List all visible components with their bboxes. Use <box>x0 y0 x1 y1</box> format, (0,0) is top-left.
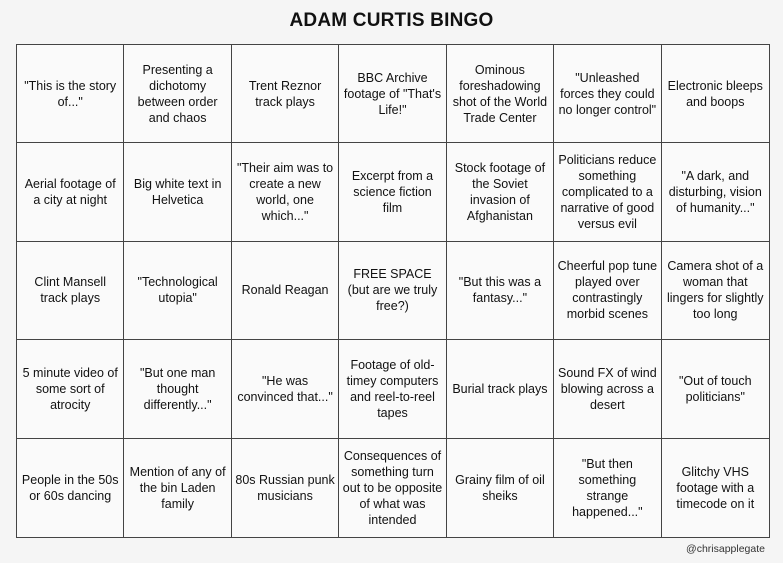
bingo-cell: "Out of touch politicians" <box>662 340 769 438</box>
bingo-cell: Big white text in Helvetica <box>124 143 231 241</box>
bingo-cell: People in the 50s or 60s dancing <box>17 439 124 537</box>
bingo-cell: Burial track plays <box>447 340 554 438</box>
bingo-cell: Glitchy VHS footage with a timecode on it <box>676 464 755 511</box>
bingo-cell: "But then something strange happened..." <box>554 439 661 537</box>
bingo-cell: Cheerful pop tune played over contrastingly morbid scenes <box>554 242 661 340</box>
bingo-cell: Aerial footage of a city at night <box>17 143 124 241</box>
bingo-cell: Presenting a dichotomy between order and chaos <box>124 45 231 143</box>
bingo-cell-free-space: FREE SPACE (but are we truly free?) <box>339 242 446 340</box>
bingo-cell: "He was convinced that..." <box>232 340 339 438</box>
bingo-cell: 80s Russian punk musicians <box>232 439 339 537</box>
bingo-cell: Stock footage of the Soviet invasion of Afghanistan <box>447 143 554 241</box>
bingo-cell: Footage of old-timey computers and reel-to-reel tapes <box>339 340 446 438</box>
bingo-cell: "But one man thought differently..." <box>124 340 231 438</box>
bingo-cell: Consequences of something turn out to be opposite of what was intended <box>339 439 446 537</box>
bingo-cell: "A dark, and disturbing, vision of humanity..." <box>662 143 769 241</box>
bingo-cell: "Their aim was to create a new world, one which..." <box>232 143 339 241</box>
bingo-cell: Clint Mansell track plays <box>17 242 124 340</box>
bingo-cell: Trent Reznor track plays <box>232 45 339 143</box>
bingo-cell: "Unleashed forces they could no longer control" <box>554 45 661 143</box>
bingo-cell: Mention of any of the bin Laden family <box>124 439 231 537</box>
bingo-cell: Electronic bleeps and boops <box>662 45 769 143</box>
bingo-cell: Grainy film of oil sheiks <box>447 439 554 537</box>
bingo-cell: Camera shot of a woman that lingers for slightly too long <box>662 242 769 340</box>
bingo-grid <box>16 44 770 538</box>
bingo-cell: Ominous foreshadowing shot of the World Trade Center <box>447 45 554 143</box>
bingo-cell: BBC Archive footage of "That's Life!" <box>339 45 446 143</box>
bingo-cell: "Technological utopia" <box>124 242 231 340</box>
bingo-cell: Ronald Reagan <box>232 242 339 340</box>
bingo-cell: "But this was a fantasy..." <box>447 242 554 340</box>
page-title: ADAM CURTIS BINGO <box>289 10 494 31</box>
bingo-cell: Sound FX of wind blowing across a desert <box>554 340 661 438</box>
bingo-cell: 5 minute video of some sort of atrocity <box>17 340 124 438</box>
author-credit: @chrisapplegate <box>686 543 765 555</box>
bingo-cell: Excerpt from a science fiction film <box>339 143 446 241</box>
bingo-cell: Politicians reduce something complicated to a narrative of good versus evil <box>554 143 661 241</box>
bingo-cell: "This is the story of..." <box>17 45 124 143</box>
